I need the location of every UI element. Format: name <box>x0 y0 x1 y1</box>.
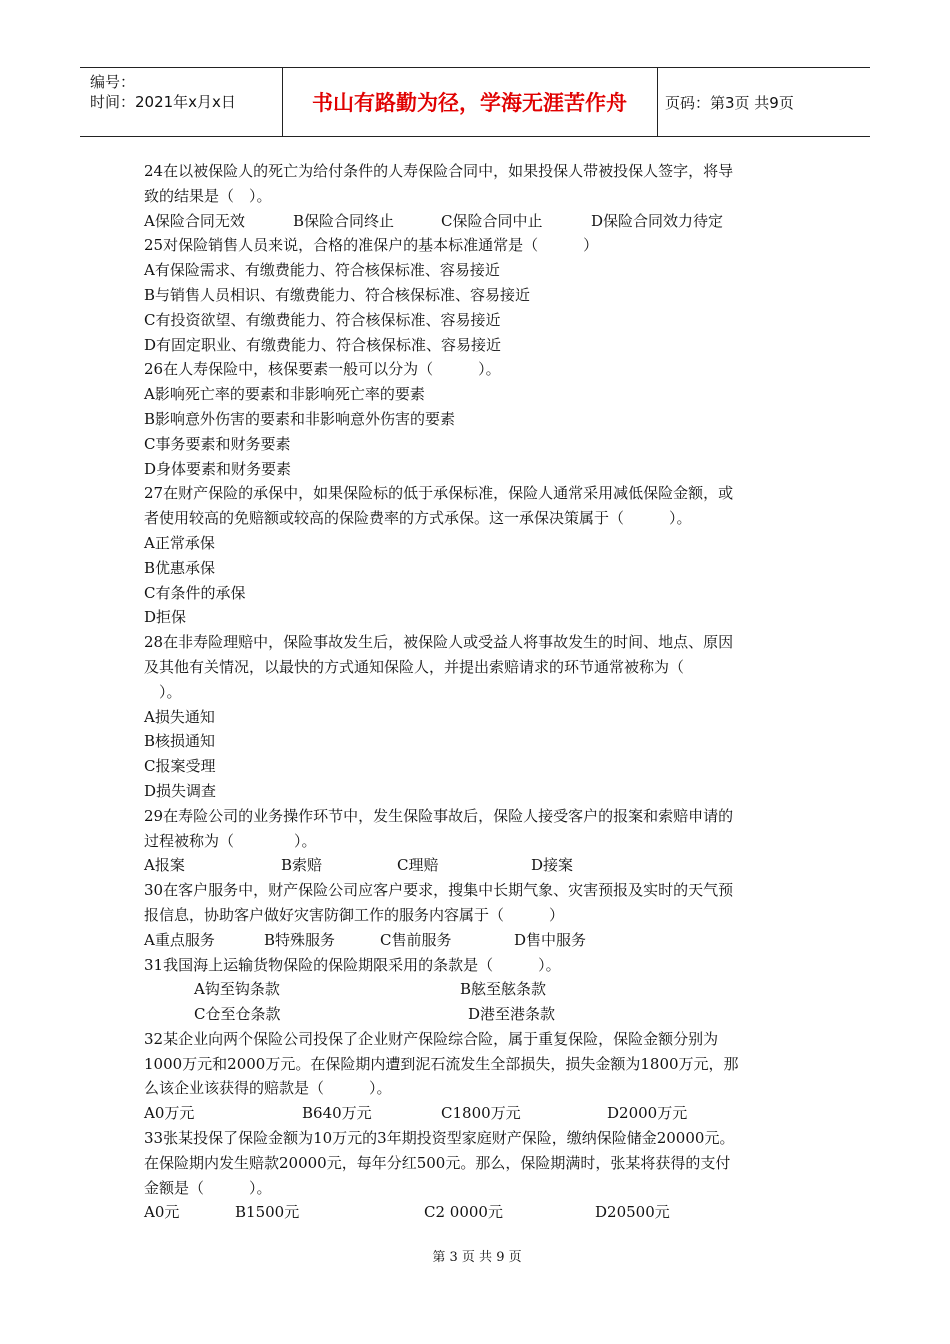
option: D接案 <box>531 856 574 875</box>
question-text: ）。 <box>144 682 182 701</box>
question-text: 29在寿险公司的业务操作环节中，发生保险事故后，保险人接受客户的报案和索赔申请的 <box>144 806 734 825</box>
option: C有投资欲望、有缴费能力、符合核保标准、容易接近 <box>144 310 501 329</box>
header-meta <box>80 68 280 136</box>
question-text: 1000万元和2000万元。在保险期内遭到泥石流发生全部损失，损失金额为1800万元，那 <box>144 1054 739 1073</box>
option: D身体要素和财务要素 <box>144 459 292 478</box>
question-text: 24在以被保险人的死亡为给付条件的人寿保险合同中，如果投保人带被投保人签字，将导 <box>144 162 734 180</box>
option: C1800万元 <box>441 1104 521 1123</box>
option-row <box>144 1101 808 1126</box>
option: D港至港条款 <box>468 1005 556 1024</box>
option: D2000万元 <box>607 1104 688 1123</box>
question-text: 金额是（ ）。 <box>144 1178 272 1197</box>
option-row <box>144 1002 808 1027</box>
option: A报案 <box>144 856 185 875</box>
header-divider <box>657 68 658 136</box>
option: B索赔 <box>281 856 323 875</box>
option: C理赔 <box>397 856 439 875</box>
option-row <box>144 1200 808 1225</box>
option: A影响死亡率的要素和非影响死亡率的要素 <box>144 385 425 404</box>
option: B影响意外伤害的要素和非影响意外伤害的要素 <box>144 409 456 428</box>
option: D拒保 <box>144 608 187 627</box>
question-text: 么该企业该获得的赔款是（ ）。 <box>144 1079 392 1098</box>
option: A有保险需求、有缴费能力、符合核保标准、容易接近 <box>144 261 500 280</box>
option: D售中服务 <box>514 930 587 949</box>
question-text: 过程被称为（ ）。 <box>144 831 317 850</box>
option: C有条件的承保 <box>144 583 246 602</box>
question-text: 27在财产保险的承保中，如果保险标的低于承保标准，保险人通常采用减低保险金额，或 <box>144 484 734 503</box>
question-text: 者使用较高的免赔额或较高的保险费率的方式承保。这一承保决策属于（ ）。 <box>144 509 692 528</box>
option: B640万元 <box>302 1104 372 1123</box>
option-row <box>144 928 808 953</box>
option: B保险合同终止 <box>293 211 395 230</box>
option: B优惠承保 <box>144 558 216 577</box>
option: C事务要素和财务要素 <box>144 434 291 453</box>
option: B核损通知 <box>144 732 216 751</box>
option: C售前服务 <box>380 930 452 949</box>
document-date: 时间：2021年x月x日 <box>90 93 236 111</box>
option: B与销售人员相识、有缴费能力、符合核保标准、容易接近 <box>144 285 531 304</box>
option: D20500元 <box>595 1203 670 1222</box>
option: A损失通知 <box>144 707 215 726</box>
option: D有固定职业、有缴费能力、符合核保标准、容易接近 <box>144 335 502 354</box>
option-row <box>144 853 808 878</box>
question-text: 32某企业向两个保险公司投保了企业财产保险综合险，属于重复保险，保险金额分别为 <box>144 1029 719 1048</box>
option: A重点服务 <box>144 930 215 949</box>
question-text: 及其他有关情况，以最快的方式通知保险人，并提出索赔请求的环节通常被称为（ <box>144 657 685 676</box>
question-text: 31我国海上运输货物保险的保险期限采用的条款是（ ）。 <box>144 955 561 974</box>
option: A钩至钩条款 <box>194 980 280 999</box>
question-text: 30在客户服务中，财产保险公司应客户要求，搜集中长期气象、灾害预报及实时的天气预 <box>144 881 734 900</box>
question-text: 报信息，协助客户做好灾害防御工作的服务内容属于（ ） <box>144 905 565 924</box>
option: B1500元 <box>235 1203 300 1222</box>
option-row <box>144 209 808 234</box>
option: D保险合同效力待定 <box>591 211 724 230</box>
question-text: 28在非寿险理赔中，保险事故发生后，被保险人或受益人将事故发生的时间、地点、原因 <box>144 633 734 652</box>
question-text: 33张某投保了保险金额为10万元的3年期投资型家庭财产保险，缴纳保险储金20000元。 <box>144 1129 735 1148</box>
question-text: 致的结果是（ ）。 <box>144 186 272 205</box>
page-header <box>80 67 870 137</box>
option: C2 0000元 <box>424 1203 503 1222</box>
option: A0元 <box>144 1203 180 1222</box>
question-text: 25对保险销售人员来说，合格的准保户的基本标准通常是（ ） <box>144 236 599 255</box>
page-footer <box>0 1246 950 1265</box>
option: C保险合同中止 <box>441 211 543 230</box>
option: C仓至仓条款 <box>194 1005 281 1024</box>
document-number-label: 编号： <box>90 73 136 91</box>
header-motto: 书山有路勤为径，学海无涯苦作舟 <box>312 91 627 115</box>
question-list <box>144 159 808 1225</box>
option: A0万元 <box>144 1104 195 1123</box>
option: B舷至舷条款 <box>460 980 547 999</box>
option: C报案受理 <box>144 757 216 776</box>
question-text: 在保险期内发生赔款20000元，每年分红500元。那么，保险期满时，张某将获得的支付 <box>144 1153 731 1172</box>
option: D损失调查 <box>144 781 217 800</box>
option: A正常承保 <box>144 533 215 552</box>
option-row <box>144 977 808 1002</box>
header-page-info: 页码：第3页 共9页 <box>665 93 794 112</box>
option: A保险合同无效 <box>144 211 245 230</box>
option: B特殊服务 <box>264 930 336 949</box>
footer-page-number: 第 3 页 共 9 页 <box>432 1250 522 1265</box>
question-text: 26在人寿保险中，核保要素一般可以分为（ ）。 <box>144 360 501 379</box>
